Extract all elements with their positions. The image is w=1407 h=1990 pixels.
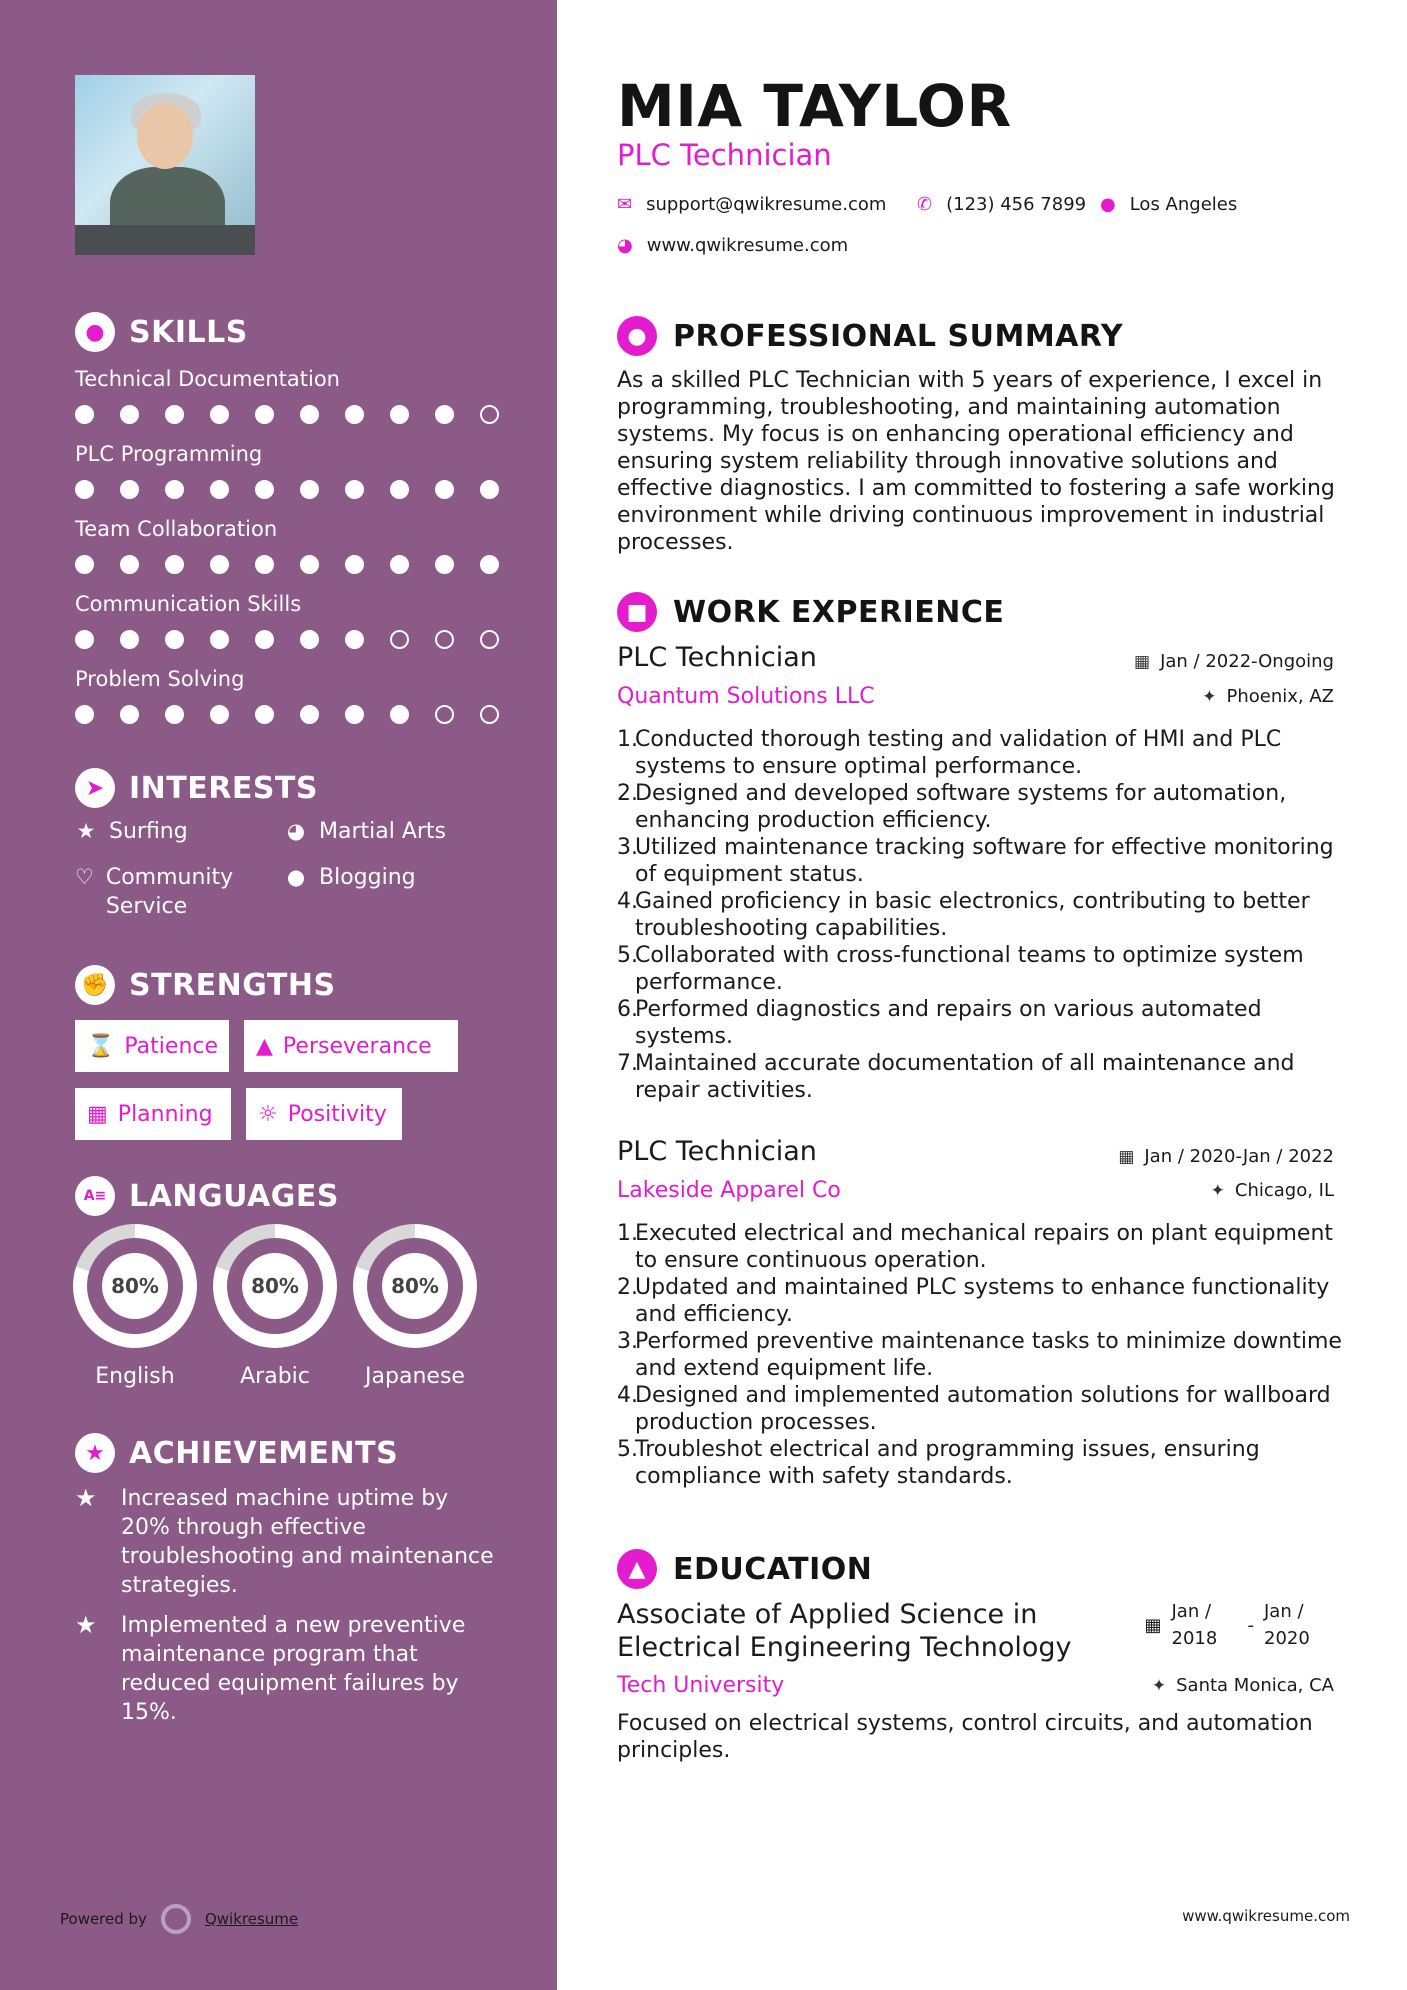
rating-dot	[480, 480, 499, 499]
rating-dot	[435, 630, 454, 649]
rating-dot	[255, 705, 274, 724]
rating-dot	[300, 630, 319, 649]
rating-dot	[345, 630, 364, 649]
language-progress-ring: 80%	[353, 1224, 477, 1348]
rating-dot	[435, 480, 454, 499]
education-heading: ▲ EDUCATION	[617, 1549, 872, 1589]
calendar-icon: ▦	[1134, 651, 1151, 672]
skill-item	[75, 667, 515, 724]
rating-dot	[480, 705, 499, 724]
summary-heading: ● PROFESSIONAL SUMMARY	[617, 316, 1123, 356]
rating-dot	[165, 480, 184, 499]
rating-dot	[165, 705, 184, 724]
rating-dot	[210, 630, 229, 649]
rating-dot	[480, 555, 499, 574]
lightbulb-icon: ●	[75, 312, 115, 352]
list-item: 4. Gained proficiency in basic electronics, contributing to better troubleshooting capabilities.	[617, 889, 1310, 941]
briefcase-icon: ■	[617, 592, 657, 632]
map-pin-icon: ●	[1100, 194, 1116, 215]
rating-dot	[345, 555, 364, 574]
rating-dot	[390, 705, 409, 724]
footer-url[interactable]: www.qwikresume.com	[1182, 1907, 1350, 1925]
strength-badge: ▲ Perseverance	[244, 1020, 458, 1072]
pin-icon: ✦	[1151, 1675, 1167, 1696]
job-responsibilities	[617, 1220, 1357, 1490]
rating-dot	[75, 555, 94, 574]
list-item: 6. Performed diagnostics and repairs on various automated systems.	[617, 997, 1262, 1049]
rating-dot	[165, 630, 184, 649]
shooting-star-icon: ★	[75, 1611, 97, 1639]
education-description: Focused on electrical systems, control circuits, and automation principles.	[617, 1711, 1313, 1763]
graduate-icon: ▲	[617, 1549, 657, 1589]
contact-email[interactable]: ✉ support@qwikresume.com	[617, 194, 887, 215]
sidebar	[0, 0, 557, 1990]
rating-dot	[435, 405, 454, 424]
main-content	[557, 0, 1407, 1990]
list-item: 4. Designed and implemented automation solutions for wallboard production processes.	[617, 1383, 1331, 1435]
skill-name: Technical Documentation	[75, 367, 340, 391]
language-arabic: 80% Arabic	[213, 1224, 337, 1389]
contact-website[interactable]: ◕ www.qwikresume.com	[617, 235, 849, 256]
experience-heading: ■ WORK EXPERIENCE	[617, 592, 1004, 632]
rating-dot	[300, 705, 319, 724]
rating-dot	[390, 480, 409, 499]
degree-title: Associate of Applied Science in Electrical Engineering Technology	[617, 1599, 1072, 1663]
list-item: 1. Executed electrical and mechanical repairs on plant equipment to ensure continuous operation.	[617, 1221, 1334, 1273]
language-progress-ring: 80%	[73, 1224, 197, 1348]
achievements-heading: ★ ACHIEVEMENTS	[75, 1433, 398, 1473]
pin-icon: ✦	[1202, 686, 1217, 707]
interest-item: ★ Surfing	[76, 819, 188, 844]
contact-location: ● Los Angeles	[1100, 194, 1238, 215]
calendar-icon: ▦	[1144, 1614, 1162, 1636]
envelope-icon: ✉	[617, 194, 633, 215]
rating-dot	[345, 705, 364, 724]
job-date: ▦ Jan / 2020-Jan / 2022	[1118, 1146, 1334, 1167]
rating-dot	[390, 405, 409, 424]
rating-dot	[120, 480, 139, 499]
skill-item	[75, 592, 515, 649]
strength-badge: ⌛ Patience	[75, 1020, 229, 1072]
fist-icon: ✊	[75, 965, 115, 1005]
rating-dot	[390, 555, 409, 574]
skill-name: Communication Skills	[75, 592, 302, 616]
job-location: ✦ Chicago, IL	[1210, 1180, 1334, 1201]
school-name: Tech University	[617, 1673, 785, 1698]
interest-item: ● Blogging	[286, 865, 416, 890]
strengths-heading: ✊ STRENGTHS	[75, 965, 336, 1005]
rating-dot	[345, 405, 364, 424]
pin-icon: ✦	[1210, 1180, 1225, 1201]
rating-dot	[480, 630, 499, 649]
rating-dot	[210, 480, 229, 499]
candidate-role: PLC Technician	[617, 138, 832, 172]
rating-dot	[345, 480, 364, 499]
rating-dot	[210, 555, 229, 574]
contact-phone[interactable]: ✆ (123) 456 7899	[917, 194, 1087, 215]
rating-dot	[75, 630, 94, 649]
candidate-name: MIA TAYLOR	[617, 72, 1012, 140]
languages-heading: A≡ LANGUAGES	[75, 1176, 339, 1216]
hourglass-icon: ⌛	[87, 1033, 115, 1059]
job-title: PLC Technician	[617, 642, 817, 673]
users-icon: ●	[286, 865, 306, 889]
rating-dot	[165, 405, 184, 424]
list-item: 7. Maintained accurate documentation of all maintenance and repair activities.	[617, 1051, 1295, 1103]
skill-item	[75, 442, 515, 499]
list-item: 3. Utilized maintenance tracking software for effective monitoring of equipment status.	[617, 835, 1334, 887]
strength-badge: ▦ Planning	[75, 1088, 231, 1140]
job-location: ✦ Phoenix, AZ	[1202, 686, 1334, 707]
brand-link[interactable]: Qwikresume	[204, 1910, 299, 1928]
job-title: PLC Technician	[617, 1136, 817, 1167]
list-item: 2. Designed and developed software systems for automation, enhancing production efficiency.	[617, 781, 1287, 833]
user-icon: ●	[617, 316, 657, 356]
rating-dot	[120, 555, 139, 574]
education-date: ▦ Jan / 2018 - Jan / 2020	[1144, 1601, 1310, 1649]
rating-dot	[435, 555, 454, 574]
achievement-item: ★ Increased machine uptime by 20% through effective troubleshooting and maintenance strategies.	[75, 1484, 494, 1598]
language-english: 80% English	[73, 1224, 197, 1389]
rating-dot	[165, 555, 184, 574]
rating-dot	[255, 405, 274, 424]
skill-name: PLC Programming	[75, 442, 263, 466]
list-item: 1. Conducted thorough testing and validation of HMI and PLC systems to ensure optimal performance.	[617, 727, 1282, 779]
paper-plane-icon: ➤	[75, 768, 115, 808]
rating-dot	[75, 405, 94, 424]
rating-dot	[210, 405, 229, 424]
strength-badge: ☼ Positivity	[246, 1088, 402, 1140]
language-japanese: 80% Japanese	[353, 1224, 477, 1389]
rating-dot	[120, 405, 139, 424]
rating-dot	[300, 480, 319, 499]
skill-rating	[75, 555, 515, 574]
list-item: 2. Updated and maintained PLC systems to enhance functionality and efficiency.	[617, 1275, 1330, 1327]
rating-dot	[210, 705, 229, 724]
interest-item: ◕ Martial Arts	[286, 819, 447, 844]
rating-dot	[300, 405, 319, 424]
skill-rating	[75, 480, 515, 499]
skill-item	[75, 517, 515, 574]
phone-icon: ✆	[917, 194, 933, 215]
interest-item: ♡ Community Service	[75, 865, 234, 919]
qwikresume-logo-icon	[161, 1904, 191, 1934]
rating-dot	[390, 630, 409, 649]
list-item: 3. Performed preventive maintenance tasks to minimize downtime and extend equipment life.	[617, 1329, 1342, 1381]
handshake-icon: ♡	[75, 865, 94, 889]
powered-by: Powered by Qwikresume	[60, 1904, 298, 1934]
rating-dot	[480, 405, 499, 424]
rating-dot	[255, 555, 274, 574]
job-company: Quantum Solutions LLC	[617, 684, 875, 709]
skill-name: Team Collaboration	[75, 517, 278, 541]
rating-dot	[75, 480, 94, 499]
globe-icon: ◕	[286, 819, 306, 843]
education-location: ✦ Santa Monica, CA	[1151, 1675, 1334, 1696]
job-responsibilities	[617, 726, 1357, 1104]
interests-heading: ➤ INTERESTS	[75, 768, 318, 808]
skill-name: Problem Solving	[75, 667, 245, 691]
calendar-icon: ▦	[1118, 1146, 1135, 1167]
sun-icon: ☼	[258, 1101, 278, 1127]
language-icon: A≡	[75, 1176, 115, 1216]
skills-heading: ● SKILLS	[75, 312, 248, 352]
list-item: 5. Collaborated with cross-functional teams to optimize system performance.	[617, 943, 1304, 995]
rating-dot	[75, 705, 94, 724]
shooting-star-icon: ★	[75, 1484, 97, 1512]
job-company: Lakeside Apparel Co	[617, 1178, 841, 1203]
skill-rating	[75, 630, 515, 649]
job-date: ▦ Jan / 2022-Ongoing	[1134, 651, 1334, 672]
profile-photo	[75, 75, 255, 255]
language-progress-ring: 80%	[213, 1224, 337, 1348]
rating-dot	[435, 705, 454, 724]
star-icon: ★	[76, 819, 96, 843]
rating-dot	[120, 630, 139, 649]
summary-text: As a skilled PLC Technician with 5 years of experience, I excel in programming, troubleshooting, and maintaining automation systems. My focus is on enhancing operational efficiency and ensuring system reliability through innovative solutions and effective diagnostics. I am committed to fostering a safe working environment while driving continuous improvement in industrial processes.	[617, 368, 1335, 555]
rating-dot	[120, 705, 139, 724]
star-badge-icon: ★	[75, 1433, 115, 1473]
skill-item	[75, 367, 515, 424]
calendar-icon: ▦	[87, 1101, 108, 1127]
rating-dot	[255, 630, 274, 649]
achievement-item: ★ Implemented a new preventive maintenance program that reduced equipment failures by 15%.	[75, 1611, 466, 1725]
list-item: 5. Troubleshot electrical and programming issues, ensuring compliance with safety standards.	[617, 1437, 1260, 1489]
road-icon: ▲	[256, 1033, 273, 1059]
rating-dot	[300, 555, 319, 574]
globe-icon: ◕	[617, 235, 633, 256]
skill-rating	[75, 405, 515, 424]
skill-rating	[75, 705, 515, 724]
rating-dot	[255, 480, 274, 499]
